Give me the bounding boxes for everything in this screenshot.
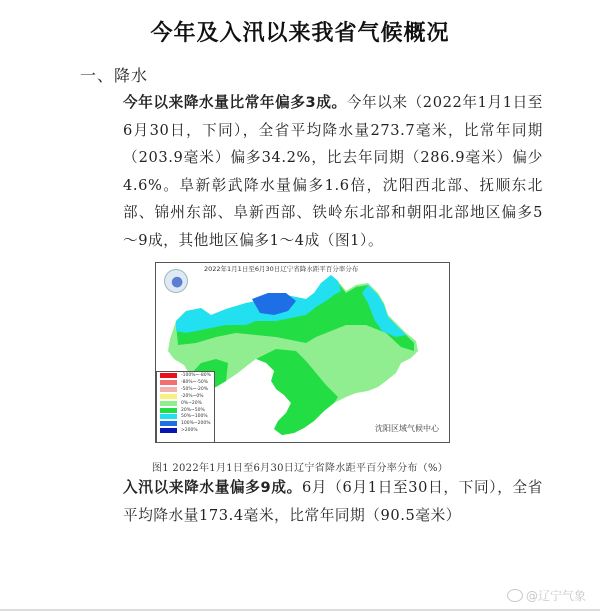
watermark-text: @辽宁气象	[525, 589, 586, 603]
legend-item: 50%~100%	[157, 414, 214, 421]
weibo-icon	[507, 589, 523, 602]
paragraph-body: 6月（6月1日至30日，下同），全省平均降水量173.4毫米，比常年同期（90.5毫米）	[123, 479, 543, 524]
map-title: 2022年1月1日至6月30日辽宁省降水距平百分率分布	[204, 265, 359, 273]
climate-center-logo	[164, 269, 188, 293]
weibo-watermark	[507, 587, 586, 604]
paragraph-lead: 入汛以来降水量偏多9成。	[123, 479, 302, 496]
legend-item: -50%~-20%	[157, 386, 214, 393]
legend-item: -100%~-80%	[157, 372, 214, 379]
map-legend	[156, 371, 215, 443]
legend-item: 0%~20%	[157, 400, 214, 407]
legend-item: -20%~0%	[157, 393, 214, 400]
precip-anomaly-map-figure	[155, 262, 450, 443]
figure-caption: 图1 2022年1月1日至6月30日辽宁省降水距平百分率分布（%）	[151, 463, 449, 474]
paragraph-annual-precip	[93, 89, 543, 254]
paragraph-lead: 今年以来降水量比常年偏多3成。	[123, 94, 347, 111]
legend-item: 20%~50%	[157, 407, 214, 414]
legend-item: >200%	[157, 427, 214, 434]
map-credit: 沈阳区域气候中心	[375, 424, 439, 433]
paragraph-flood-season-precip	[93, 474, 543, 529]
legend-item: -80%~-50%	[157, 379, 214, 386]
paragraph-body: 今年以来（2022年1月1日至6月30日，下同），全省平均降水量273.7毫米，比常年同期（203.9毫米）偏多34.2%，比去年同期（286.9毫米）偏少4.6%。阜新彰武降水量偏多1.6倍，沈阳西北部、抚顺东北部、锦州东部、阜新西部、铁岭东北部和朝阳北部地区偏多5～9成，其他地区偏多1～4成（图1）。	[123, 94, 544, 249]
legend-item: 100%~200%	[157, 421, 214, 428]
section-heading: 一、降水	[80, 66, 149, 85]
page-title: 今年及入汛以来我省气候概况	[150, 21, 450, 46]
